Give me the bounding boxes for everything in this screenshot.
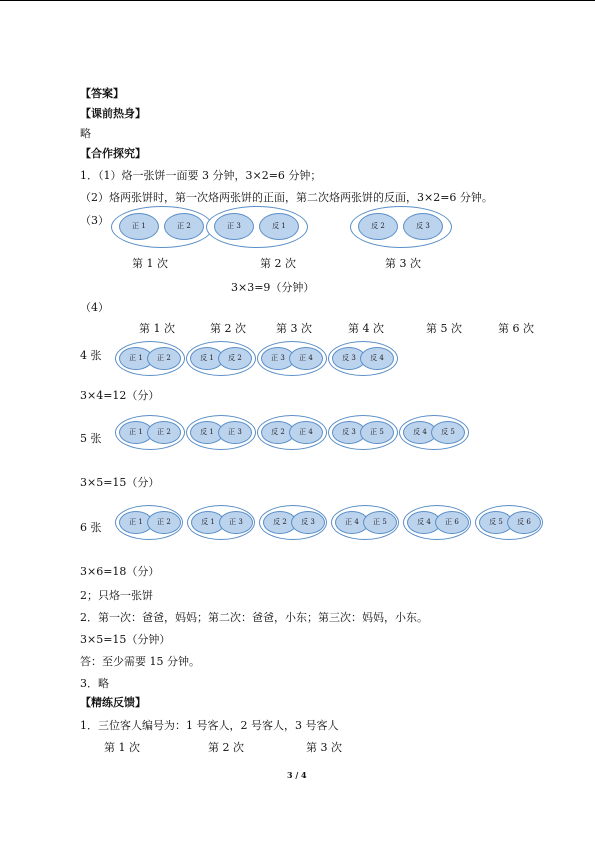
pancake: 正 3 [261, 347, 295, 370]
pancake: 正 4 [335, 511, 369, 534]
pancake: 反 4 [407, 511, 441, 534]
practice-line-1: 1．三位客人编号为：1 号客人，2 号客人，3 号客人 [80, 719, 339, 732]
pan-outline [328, 415, 398, 450]
part4-time-label: 第 5 次 [426, 322, 462, 335]
pancake: 反 2 [358, 213, 398, 240]
part4-time-label: 第 4 次 [348, 322, 384, 335]
pancake: 反 1 [191, 511, 225, 534]
row-label: 6 张 [80, 521, 102, 534]
pancake: 正 3 [218, 421, 252, 444]
pan-outline [115, 415, 185, 450]
heading-answer: 【答案】 [80, 87, 124, 100]
pan-outline [399, 415, 469, 450]
warmup-text: 略 [80, 127, 91, 140]
pan-outline [350, 206, 452, 248]
pan-outline [186, 341, 256, 376]
pancake: 正 1 [119, 213, 159, 240]
pancake: 正 2 [147, 347, 181, 370]
explore-tail-line: 2；只烙一张饼 [80, 589, 153, 602]
heading-explore: 【合作探究】 [80, 147, 146, 160]
explore-tail-line: 3．略 [80, 677, 109, 690]
pancake: 反 6 [507, 511, 541, 534]
top-border-line [0, 0, 595, 1]
part3-label: （3） [80, 214, 109, 227]
pancake: 反 4 [360, 347, 394, 370]
pancake: 反 3 [332, 347, 366, 370]
pan-outline [115, 505, 183, 540]
pancake: 反 3 [332, 421, 366, 444]
part3-time-label: 第 3 次 [385, 257, 421, 270]
pancake: 正 2 [164, 213, 204, 240]
pancake: 正 4 [289, 421, 323, 444]
pancake: 正 6 [435, 511, 469, 534]
pan-outline [259, 505, 327, 540]
pan-outline [257, 341, 327, 376]
pancake: 反 2 [261, 421, 295, 444]
part4-label: （4） [80, 301, 109, 314]
pan-outline [475, 505, 543, 540]
explore-tail-line: 答：至少需要 15 分钟。 [80, 655, 200, 668]
practice-time-label: 第 3 次 [306, 741, 342, 754]
pancake: 反 3 [403, 213, 443, 240]
pancake: 正 2 [147, 511, 181, 534]
pancake: 正 5 [363, 511, 397, 534]
heading-practice: 【精练反馈】 [80, 696, 146, 709]
practice-time-label: 第 2 次 [208, 741, 244, 754]
pan-outline [115, 341, 185, 376]
pancake: 正 1 [119, 347, 153, 370]
pan-outline [206, 206, 308, 248]
part4-time-label: 第 6 次 [498, 322, 534, 335]
pan-outline [187, 505, 255, 540]
practice-time-label: 第 1 次 [104, 741, 140, 754]
pancake: 反 3 [291, 511, 325, 534]
pancake: 正 1 [119, 511, 153, 534]
heading-warmup: 【课前热身】 [80, 107, 146, 120]
pancake: 反 1 [259, 213, 299, 240]
pancake: 正 1 [119, 421, 153, 444]
pan-outline [257, 415, 327, 450]
pancake: 反 2 [263, 511, 297, 534]
part4-time-label: 第 2 次 [210, 322, 246, 335]
part3-result: 3×3=9（分钟） [231, 281, 315, 294]
part3-time-label: 第 1 次 [132, 257, 168, 270]
pancake: 反 2 [218, 347, 252, 370]
pancake: 正 5 [360, 421, 394, 444]
part4-time-label: 第 3 次 [276, 322, 312, 335]
pancake: 反 1 [190, 347, 224, 370]
explore-tail-line: 3×5=15（分钟） [80, 633, 171, 646]
pan-outline [186, 415, 256, 450]
pan-outline [403, 505, 471, 540]
explore-line-2: （2）烙两张饼时，第一次烙两张饼的正面，第二次烙两张饼的反面，3×2=6 分钟。 [80, 191, 493, 204]
pancake: 正 3 [214, 213, 254, 240]
row-label: 5 张 [80, 432, 102, 445]
pan-outline [331, 505, 399, 540]
pan-outline [111, 206, 213, 248]
pancake: 正 2 [147, 421, 181, 444]
explore-tail-line: 2．第一次：爸爸，妈妈；第二次：爸爸，小东；第三次：妈妈，小东。 [80, 611, 428, 624]
row-result: 3×6=18（分） [80, 565, 160, 578]
pancake: 反 5 [431, 421, 465, 444]
row-label: 4 张 [80, 349, 102, 362]
part4-time-label: 第 1 次 [139, 322, 175, 335]
row-result: 3×5=15（分） [80, 476, 160, 489]
page-number: 3 / 4 [287, 770, 307, 780]
pancake: 反 4 [403, 421, 437, 444]
pancake: 正 4 [289, 347, 323, 370]
part3-time-label: 第 2 次 [260, 257, 296, 270]
pancake: 正 3 [219, 511, 253, 534]
explore-line-1: 1．（1）烙一张饼一面要 3 分钟，3×2=6 分钟； [80, 169, 322, 182]
pancake: 反 5 [479, 511, 513, 534]
row-result: 3×4=12（分） [80, 389, 160, 402]
pancake: 反 1 [190, 421, 224, 444]
pan-outline [328, 341, 398, 376]
